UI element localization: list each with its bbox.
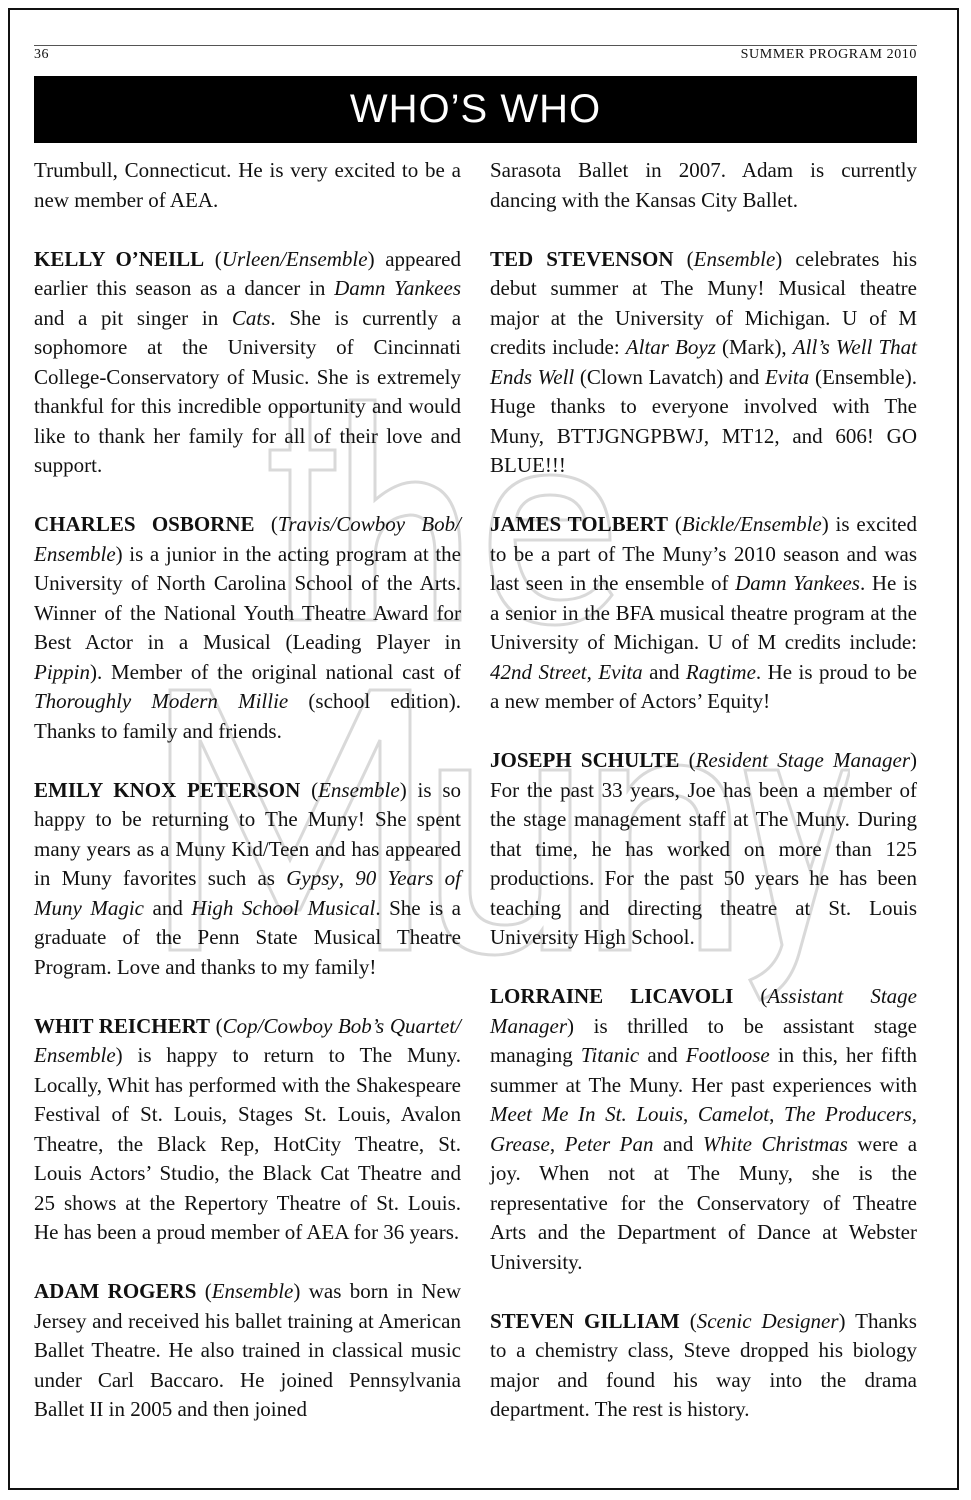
bio-text: is a junior in the acting program at the University of North Carolina School of the Arts. Winner of the National Youth Theatre Award for Best Actor in a Musical (Leading Player in <box>34 541 461 654</box>
show-title: Evita <box>764 364 810 389</box>
bio-text: is happy to return to The Muny. Locally, Whit has performed with the Shakespeare Festival of St. Louis, Stages St. Louis, Avalon Theatre, the Black Rep, HotCity Theatre, St. Louis Actors’ Studio, the Black Cat Theatre and 25 shows at the Repertory Theatre of St. Louis. He has been a proud member of AEA for 36 years. <box>34 1043 461 1244</box>
bio-entry: WHIT REICHERT (Cop/Cowboy Bob’s Quartet/ Ensemble) is happy to return to The Muny. Locally, Whit has performed with the Shakespeare Festival of St. Louis, Stages St. Louis, Avalon Theatre, the Black Rep, HotCity Theatre, St. Louis Actors’ Studio, the Black Cat Theatre and 25 shows at the Repertory Theatre of St. Louis. He has been a proud member of AEA for 36 years. <box>34 1013 462 1244</box>
show-title: Damn Yankees <box>334 276 461 300</box>
bio-text: (school edition). Thanks to family and friends. <box>34 689 461 743</box>
bio-role: Resident Stage Manager <box>695 748 911 772</box>
show-title: Meet Me In St. Louis <box>490 1102 684 1126</box>
bio-text: , <box>911 1102 918 1126</box>
show-title: Footloose <box>685 1043 770 1067</box>
bio-text: celebrates his debut summer at The Muny! Musical theatre major at the University of Michigan. U of M credits include: <box>490 246 917 359</box>
bio-text: and <box>653 1131 703 1156</box>
show-title: High School Musical <box>191 895 376 920</box>
bio-text: ). Member of the original national cast of <box>90 659 461 684</box>
show-title: Ragtime <box>685 659 756 684</box>
bio-name: WHIT REICHERT <box>34 1013 211 1038</box>
show-title: Damn Yankees <box>735 571 860 595</box>
bio-text: , <box>586 659 599 684</box>
show-title: Pippin <box>34 659 90 684</box>
bio-role: Scenic Designer <box>696 1308 839 1333</box>
bio-text: and <box>144 895 192 920</box>
bio-text: and <box>642 659 686 684</box>
bio-text: (Ensemble). Huge thanks to everyone involved with The Muny, BTTJGNGPBWJ, MT12, and 606! GO BLUE!!! <box>490 364 917 477</box>
bio-name: LORRAINE LICAVOLI <box>490 984 734 1008</box>
show-title: Cats <box>231 305 271 330</box>
bio-text: . He is proud to be a new member of Actors’ Equity! <box>490 659 917 713</box>
section-title: WHO’S WHO <box>349 87 602 131</box>
header-rule <box>34 45 917 46</box>
bio-text: . He is a senior in the BFA musical theatre program at the University of Michigan. U of M credits include: <box>490 571 917 654</box>
show-title: Gypsy <box>286 866 339 890</box>
section-banner <box>34 76 917 143</box>
page-number: 36 <box>34 47 49 62</box>
bio-entry: KELLY O’NEILL (Urleen/Ensemble) appeared earlier this season as a dancer in Damn Yankees and a pit singer in Cats. She is currently a sophomore at the University of Cincinnati College-Conservatory of Music. She is extremely thankful for this incredible opportunity and would like to thank her family for all of their love and support. <box>34 246 462 477</box>
bio-entry: EMILY KNOX PETERSON (Ensemble) is so happy to be returning to The Muny! She spent many years as a Muny Kid/Teen and has appeared in Muny favorites such as Gypsy, 90 Years of Muny Magic and High School Musical. She is a graduate of the Penn State Musical Theatre Program. Love and thanks to my family! <box>34 777 462 979</box>
bio-text: , <box>769 1102 784 1126</box>
bio-name: KELLY O’NEILL <box>34 246 205 271</box>
bio-name: ADAM ROGERS <box>34 1279 197 1303</box>
bio-text: , <box>338 866 356 890</box>
bio-text: is thrilled to be assistant stage managing <box>490 1013 917 1067</box>
bio-text: appeared earlier this season as a dancer in <box>34 246 461 300</box>
show-title: Camelot <box>697 1102 770 1126</box>
bio-name: EMILY KNOX PETERSON <box>34 777 301 802</box>
bio-text: is so happy to be returning to The Muny! She spent many years as a Muny Kid/Teen and has appeared in Muny favorites such as <box>34 777 461 890</box>
bio-continuation: Sarasota Ballet in 2007. Adam is currently dancing with the Kansas City Ballet. <box>490 158 917 212</box>
bio-role: Cop/Cowboy Bob’s Quartet/ Ensemble <box>34 1013 462 1067</box>
bio-text: . She is a graduate of the Penn State Musical Theatre Program. Love and thanks to my family! <box>34 895 462 979</box>
bio-text: and <box>639 1043 686 1067</box>
bio-entry: STEVEN GILLIAM (Scenic Designer) Thanks to a chemistry class, Steve dropped his biology major and found his way into the drama department. The rest is history. <box>490 1308 917 1421</box>
show-title: All’s Well That Ends Well <box>490 335 917 389</box>
bio-entry: JOSEPH SCHULTE (Resident Stage Manager) For the past 33 years, Joe has been a member of the stage management staff at The Muny. During that time, he has worked on more than 125 productions. For the past 50 years he has been teaching and directing theatre at St. Louis University High School. <box>490 748 918 949</box>
bio-name: CHARLES OSBORNE <box>34 512 255 536</box>
bio-text: , <box>683 1102 698 1126</box>
bio-role: Ensemble <box>211 1279 294 1303</box>
bio-name: STEVEN GILLIAM <box>490 1308 680 1333</box>
program-title: SUMMER PROGRAM 2010 <box>740 47 917 62</box>
bio-text: . She is currently a sophomore at the University of Cincinnati College-Conservatory of Music. She is extremely thankful for this incredible opportunity and would like to thank her family for all of their love and support. <box>34 305 462 477</box>
show-title: Grease <box>490 1131 550 1156</box>
bio-name: TED STEVENSON <box>490 246 674 271</box>
bio-text: in this, her fifth summer at The Muny. Her past experiences with <box>490 1043 917 1097</box>
bio-name: JAMES TOLBERT <box>490 512 669 536</box>
bio-text: , <box>549 1131 565 1156</box>
bio-text: were a joy. When not at The Muny, she is the representative for the Conservatory of Theatre Arts and the Department of Dance at Webster University. <box>490 1131 918 1274</box>
bio-role: Assistant Stage Manager <box>490 984 917 1038</box>
bio-text: was born in New Jersey and received his ballet training at American Ballet Theatre. He also trained in classical music under Carl Baccaro. He joined Pennsylvania Ballet II in 2005 and then joined <box>34 1279 461 1421</box>
bio-role: Travis/Cowboy Bob/ Ensemble <box>34 512 462 566</box>
bio-text: is excited to be a part of The Muny’s 2010 season and was last seen in the ensemble of <box>490 512 917 595</box>
bio-continuation: Trumbull, Connecticut. He is very excited to be a new member of AEA. <box>34 158 461 212</box>
right-column <box>490 156 917 1454</box>
show-title: Thoroughly Modern Millie <box>34 689 289 713</box>
show-title: White Christmas <box>702 1131 848 1156</box>
show-title: The Producers <box>783 1102 912 1126</box>
bio-text: (Clown Lavatch) and <box>574 364 765 389</box>
show-title: 42nd Street <box>490 659 587 684</box>
bio-entry: ADAM ROGERS (Ensemble) was born in New Jersey and received his ballet training at American Ballet Theatre. He also trained in classical music under Carl Baccaro. He joined Pennsylvania Ballet II in 2005 and then joined <box>34 1279 461 1421</box>
bio-text: For the past 33 years, Joe has been a member of the stage management staff at The Muny. During that time, he has worked on more than 125 productions. For the past 50 years he has been teaching and directing theatre at St. Louis University High School. <box>490 777 917 949</box>
bio-entry: LORRAINE LICAVOLI (Assistant Stage Manager) is thrilled to be assistant stage managing Titanic and Footloose in this, her fifth summer at The Muny. Her past experiences with Meet Me In St. Louis, Camelot, The Producers, Grease, Peter Pan and White Christmas were a joy. When not at The Muny, she is the representative for the Conservatory of Theatre Arts and the Department of Dance at Webster University. <box>490 984 918 1274</box>
show-title: 90 Years of Muny Magic <box>34 866 461 920</box>
bio-role: Urleen/Ensemble <box>221 246 368 271</box>
bio-name: JOSEPH SCHULTE <box>490 748 680 772</box>
left-column <box>34 156 461 1454</box>
show-title: Titanic <box>580 1043 640 1067</box>
bio-role: Bickle/Ensemble <box>681 512 822 536</box>
show-title: Peter Pan <box>564 1131 654 1156</box>
bio-entry: TED STEVENSON (Ensemble) celebrates his debut summer at The Muny! Musical theatre major at the University of Michigan. U of M credits include: Altar Boyz (Mark), All’s Well That Ends Well (Clown Lavatch) and Evita (Ensemble). Huge thanks to everyone involved with The Muny, BTTJGNGPBWJ, MT12, and 606! GO BLUE!!! <box>490 246 917 477</box>
bio-entry: JAMES TOLBERT (Bickle/Ensemble) is excited to be a part of The Muny’s 2010 season and was last seen in the ensemble of Damn Yankees. He is a senior in the BFA musical theatre program at the University of Michigan. U of M credits include: 42nd Street, Evita and Ragtime. He is proud to be a new member of Actors’ Equity! <box>490 512 917 713</box>
bio-text: Thanks to a chemistry class, Steve dropped his biology major and found his way into the drama department. The rest is history. <box>490 1308 917 1421</box>
show-title: Evita <box>598 659 643 684</box>
bio-text: (Mark), <box>715 335 793 359</box>
bio-role: Ensemble <box>693 246 776 271</box>
bio-entry: CHARLES OSBORNE (Travis/Cowboy Bob/ Ensemble) is a junior in the acting program at the University of North Carolina School of the Arts. Winner of the National Youth Theatre Award for Best Actor in a Musical (Leading Player in Pippin). Member of the original national cast of Thoroughly Modern Millie (school edition). Thanks to family and friends. <box>34 512 462 743</box>
bio-text: and a pit singer in <box>34 305 232 330</box>
bio-role: Ensemble <box>318 777 400 802</box>
show-title: Altar Boyz <box>625 335 716 359</box>
